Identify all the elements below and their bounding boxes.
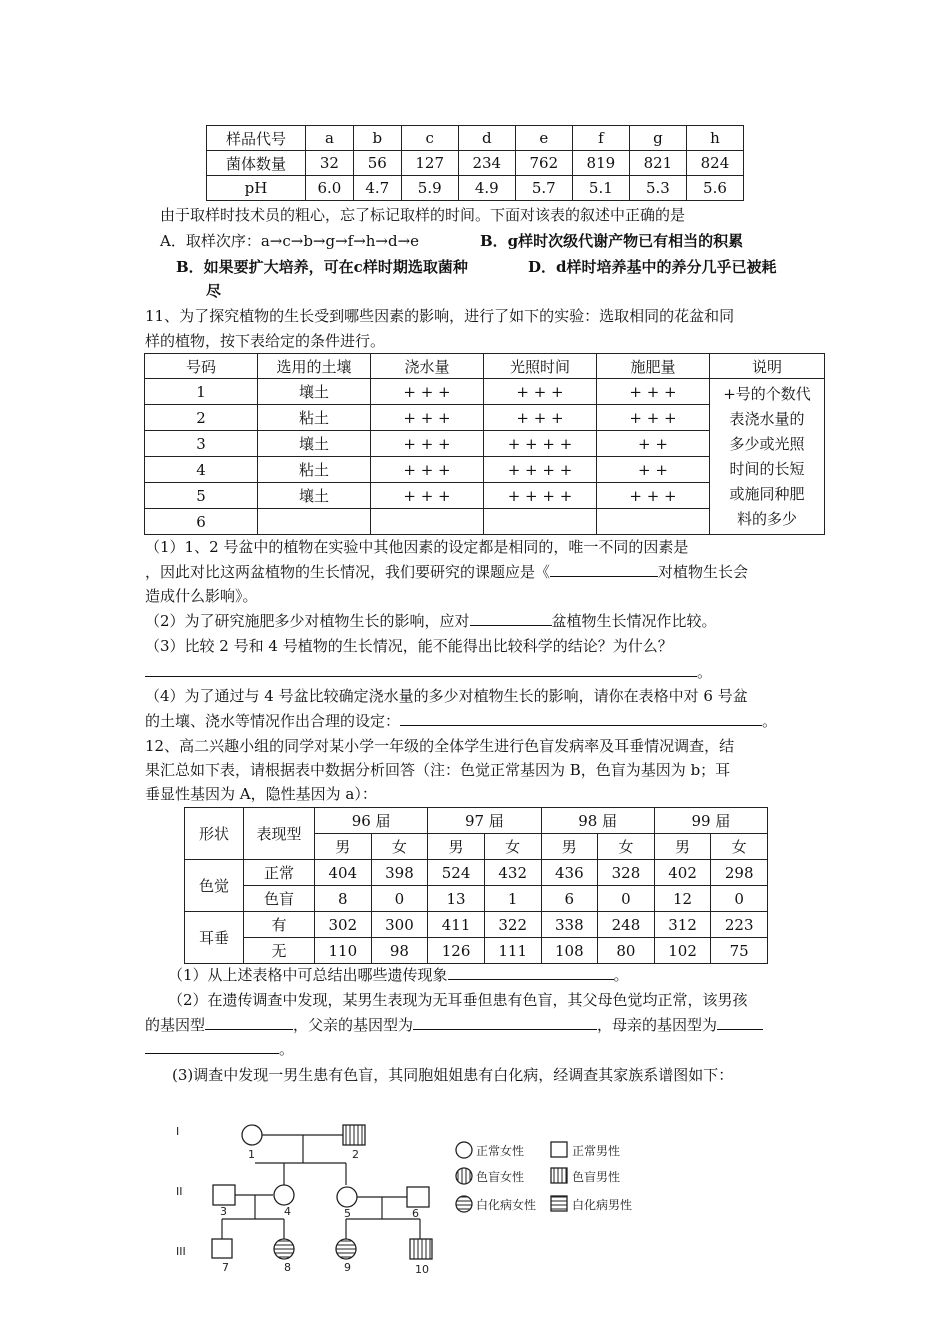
pedigree-chart [160,1115,680,1285]
survey-cell: 80 [598,938,655,964]
survey-cell: 223 [711,912,768,938]
sample-cell: 127 [401,151,458,176]
q11-part3: （3）比较 2 号和 4 号植物的生长情况，能不能得出比较科学的结论？为什么？ [145,637,673,655]
sample-header-cell: 样品代号 [207,126,306,151]
answer-blank[interactable] [205,1015,293,1030]
plant-cell: + + + [371,483,484,509]
sample-cell: 5.3 [629,176,686,201]
normal-female-symbol [242,1125,262,1145]
q11-part3-end: 。 [697,663,713,681]
survey-year-header: 98 届 [541,808,654,834]
answer-blank[interactable] [400,711,762,726]
plant-cell: + + + + [484,431,597,457]
plant-cell: 6 [145,509,258,535]
survey-sex-header: 男 [315,834,372,860]
survey-trait-cell: 耳垂 [185,912,244,964]
colorblind-male-symbol [410,1239,432,1259]
survey-cell: 248 [598,912,655,938]
survey-sex-header: 女 [484,834,541,860]
plant-cell [258,509,371,535]
plant-cell: + + + [597,379,710,405]
survey-cell: 338 [541,912,598,938]
q10-stem: 由于取样时技术员的粗心，忘了标记取样的时间。下面对该表的叙述中正确的是 [160,206,686,224]
q11-part1-b [145,560,748,584]
sample-cell: 56 [353,151,401,176]
survey-sex-header: 男 [654,834,711,860]
q11-part2-b: 盆植物生长情况作比较。 [551,612,717,630]
q12-part1 [168,963,629,987]
individual-id: 1 [248,1148,255,1161]
q12-stem-2: 果汇总如下表，请根据表中数据分析回答（注：色觉正常基因为 B，色盲为基因为 b；耳 [145,761,731,779]
sample-cell: 菌体数量 [207,151,306,176]
legend-label: 正常男性 [572,1144,621,1158]
plant-cell: + + + [371,457,484,483]
survey-pheno-cell: 有 [244,912,315,938]
legend-colorblind-male-icon [551,1168,567,1183]
individual-id: 6 [412,1207,419,1220]
q12-part2-b-text: 的基因型 [145,1016,206,1034]
q10-option-a: A．取样次序：a→c→b→g→f→h→d→e [160,232,420,250]
individual-id: 7 [222,1261,229,1274]
q11-part1-a: （1）1、2 号盆中的植物在实验中其他因素的设定都是相同的，唯一不同的因素是 [145,538,689,556]
survey-cell: 108 [541,938,598,964]
q10-option-c: B．如果要扩大培养，可在c样时期选取菌种 [176,258,468,276]
q11-part4-end: 。 [762,712,778,730]
answer-blank[interactable] [470,611,552,626]
survey-cell: 432 [484,860,541,886]
survey-cell: 126 [428,938,485,964]
sample-header-cell: d [458,126,515,151]
albinism-female-symbol [336,1239,356,1259]
survey-cell: 6 [541,886,598,912]
survey-header-trait: 形状 [185,808,244,860]
legend-label: 白化病女性 [476,1198,537,1212]
answer-blank[interactable] [413,1015,597,1030]
plant-cell: + + [597,431,710,457]
legend-colorblind-female-icon [456,1168,472,1184]
survey-table [184,807,768,964]
plant-cell: + + + [371,431,484,457]
q12-part1-text: （1）从上述表格中可总结出哪些遗传现象 [168,966,448,984]
survey-cell: 398 [371,860,428,886]
plant-cell: 壤土 [258,431,371,457]
legend-albinism-female-icon [456,1196,472,1212]
plant-cell: + + + [371,379,484,405]
survey-cell: 111 [484,938,541,964]
survey-trait-cell: 色觉 [185,860,244,912]
q12-part2-b [145,1013,763,1037]
survey-pheno-cell: 无 [244,938,315,964]
sample-cell: 5.1 [572,176,629,201]
survey-cell: 12 [654,886,711,912]
survey-cell: 322 [484,912,541,938]
survey-pheno-cell: 色盲 [244,886,315,912]
q12-stem-1: 12、高二兴趣小组的同学对某小学一年级的全体学生进行色盲发病率及耳垂情况调查，结 [145,737,735,755]
q11-part2 [145,609,717,633]
plant-cell: 壤土 [258,379,371,405]
survey-sex-header: 男 [541,834,598,860]
plant-note-cell [710,379,825,535]
sample-cell: 32 [306,151,354,176]
plant-cell: 壤土 [258,483,371,509]
survey-cell: 13 [428,886,485,912]
survey-cell: 75 [711,938,768,964]
individual-id: 8 [284,1261,291,1274]
plant-cell: 1 [145,379,258,405]
plant-header-cell: 浇水量 [371,354,484,379]
sample-header-cell: c [401,126,458,151]
individual-id: 2 [352,1148,359,1161]
sample-cell: 4.9 [458,176,515,201]
sample-cell: 5.7 [515,176,572,201]
sample-cell: 5.6 [686,176,743,201]
legend-normal-male-icon [551,1142,567,1157]
survey-cell: 102 [654,938,711,964]
survey-sex-header: 女 [598,834,655,860]
q12-part1-end: 。 [613,966,629,984]
plant-cell: 4 [145,457,258,483]
normal-female-symbol [274,1185,294,1205]
answer-blank[interactable] [145,1039,279,1054]
survey-year-header: 96 届 [315,808,428,834]
generation-label: I [176,1125,180,1138]
survey-cell: 298 [711,860,768,886]
plant-header-cell: 施肥量 [597,354,710,379]
sample-cell: 6.0 [306,176,354,201]
q10-option-b: B．g样时次级代谢产物已有相当的积累 [480,232,744,250]
legend-label: 正常女性 [476,1144,525,1158]
plant-cell: + + + [484,379,597,405]
plant-cell: + + + [484,405,597,431]
sample-cell: 762 [515,151,572,176]
q12-stem-3: 垂显性基因为 A，隐性基因为 a）： [145,785,377,803]
legend-albinism-male-icon [551,1196,567,1211]
survey-cell: 302 [315,912,372,938]
q12-part2-a: （2）在遗传调查中发现，某男生表现为无耳垂但患有色盲，其父母色觉均正常，该男孩 [168,991,748,1009]
sample-header-cell: b [353,126,401,151]
sample-cell: 819 [572,151,629,176]
legend-normal-female-icon [456,1142,472,1158]
plant-cell: 2 [145,405,258,431]
survey-cell: 404 [315,860,372,886]
sample-cell: 824 [686,151,743,176]
sample-header-cell: h [686,126,743,151]
survey-header-pheno: 表现型 [244,808,315,860]
survey-pheno-cell: 正常 [244,860,315,886]
answer-blank[interactable] [145,662,697,677]
individual-id: 5 [344,1207,351,1220]
survey-cell: 524 [428,860,485,886]
sample-header-cell: f [572,126,629,151]
survey-sex-header: 男 [428,834,485,860]
plant-cell: 3 [145,431,258,457]
generation-label: III [176,1245,186,1258]
survey-sex-header: 女 [371,834,428,860]
plant-note-line: 料的多少 [736,509,797,528]
q11-part2-a: （2）为了研究施肥多少对植物生长的影响，应对 [145,612,470,630]
survey-cell: 1 [484,886,541,912]
generation-label: II [176,1185,183,1198]
sample-cell: 821 [629,151,686,176]
survey-year-header: 99 届 [654,808,767,834]
sample-header-cell: g [629,126,686,151]
normal-male-symbol [407,1187,429,1207]
q11-part1-d: 造成什么影响》。 [145,587,258,605]
survey-cell: 411 [428,912,485,938]
q10-option-d-cont: 尽 [206,282,222,300]
albinism-female-symbol [274,1239,294,1259]
plant-cell: + + + [597,483,710,509]
individual-id: 9 [344,1261,351,1274]
plant-header-cell: 选用的土壤 [258,354,371,379]
plant-cell: + + [597,457,710,483]
answer-blank[interactable] [717,1015,763,1030]
legend-label: 色盲男性 [572,1170,621,1184]
q11-stem-2: 样的植物，按下表给定的条件进行。 [145,332,386,350]
survey-cell: 0 [711,886,768,912]
normal-female-symbol [337,1187,357,1207]
plant-cell: 粘土 [258,405,371,431]
survey-cell: 0 [371,886,428,912]
plant-note-line: 表浇水量的 [729,409,805,428]
survey-cell: 436 [541,860,598,886]
plant-header-cell: 说明 [710,354,825,379]
q12-part2-c-text: ，父亲的基因型为 [293,1016,414,1034]
plant-cell: + + + [597,405,710,431]
individual-id: 3 [220,1205,227,1218]
q11-part4-b-text: 的土壤、浇水等情况作出合理的设定： [145,712,401,730]
survey-cell: 312 [654,912,711,938]
q11-stem-1: 11、为了探究植物的生长受到哪些因素的影响，进行了如下的实验：选取相同的花盆和同 [145,307,735,325]
plant-cell: + + + [371,405,484,431]
answer-blank[interactable] [550,562,658,577]
legend-label: 白化病男性 [572,1198,633,1212]
plant-header-cell: 号码 [145,354,258,379]
plant-cell: + + + + [484,457,597,483]
q11-part4-a: （4）为了通过与 4 号盆比较确定浇水量的多少对植物生长的影响，请你在表格中对 6 号盆 [145,687,748,705]
normal-male-symbol [213,1185,235,1205]
plant-header-cell: 光照时间 [484,354,597,379]
colorblind-male-symbol [343,1125,365,1145]
plant-note-line: 时间的长短 [729,459,805,478]
plant-cell [597,509,710,535]
q12-part2-end: 。 [279,1040,295,1058]
q12-part2-c [145,1037,294,1061]
plant-cell [371,509,484,535]
normal-male-symbol [212,1239,232,1258]
sample-cell: 5.9 [401,176,458,201]
q11-part1-c-text: 对植物生长会 [658,563,749,581]
survey-cell: 8 [315,886,372,912]
survey-cell: 300 [371,912,428,938]
sample-header-cell: e [515,126,572,151]
plant-note-line: +号的个数代 [723,384,811,403]
plant-table [144,353,825,535]
sample-cell: 234 [458,151,515,176]
q11-part4-b [145,709,777,733]
survey-year-header: 97 届 [428,808,541,834]
q11-part3-answer [145,660,712,684]
q12-part3: (3)调查中发现一男生患有色盲，其同胞姐姐患有白化病，经调查其家族系谱图如下： [172,1066,734,1084]
survey-sex-header: 女 [711,834,768,860]
survey-cell: 328 [598,860,655,886]
survey-cell: 402 [654,860,711,886]
sample-header-cell: a [306,126,354,151]
sample-cell: pH [207,176,306,201]
sample-table [206,125,744,201]
plant-cell: + + + + [484,483,597,509]
individual-id: 4 [284,1205,291,1218]
plant-cell: 粘土 [258,457,371,483]
sample-cell: 4.7 [353,176,401,201]
survey-cell: 0 [598,886,655,912]
q11-part1-b-text: ，因此对比这两盆植物的生长情况，我们要研究的课题应是《 [145,563,551,581]
plant-cell: 5 [145,483,258,509]
plant-note-line: 多少或光照 [729,434,805,453]
answer-blank[interactable] [448,965,614,980]
q12-part2-d-text: ，母亲的基因型为 [597,1016,718,1034]
legend-label: 色盲女性 [476,1170,525,1184]
plant-cell [484,509,597,535]
q10-option-d: D．d样时培养基中的养分几乎已被耗 [528,258,777,276]
survey-cell: 98 [371,938,428,964]
plant-note-line: 或施同种肥 [729,484,805,503]
individual-id: 10 [415,1263,429,1276]
survey-cell: 110 [315,938,372,964]
